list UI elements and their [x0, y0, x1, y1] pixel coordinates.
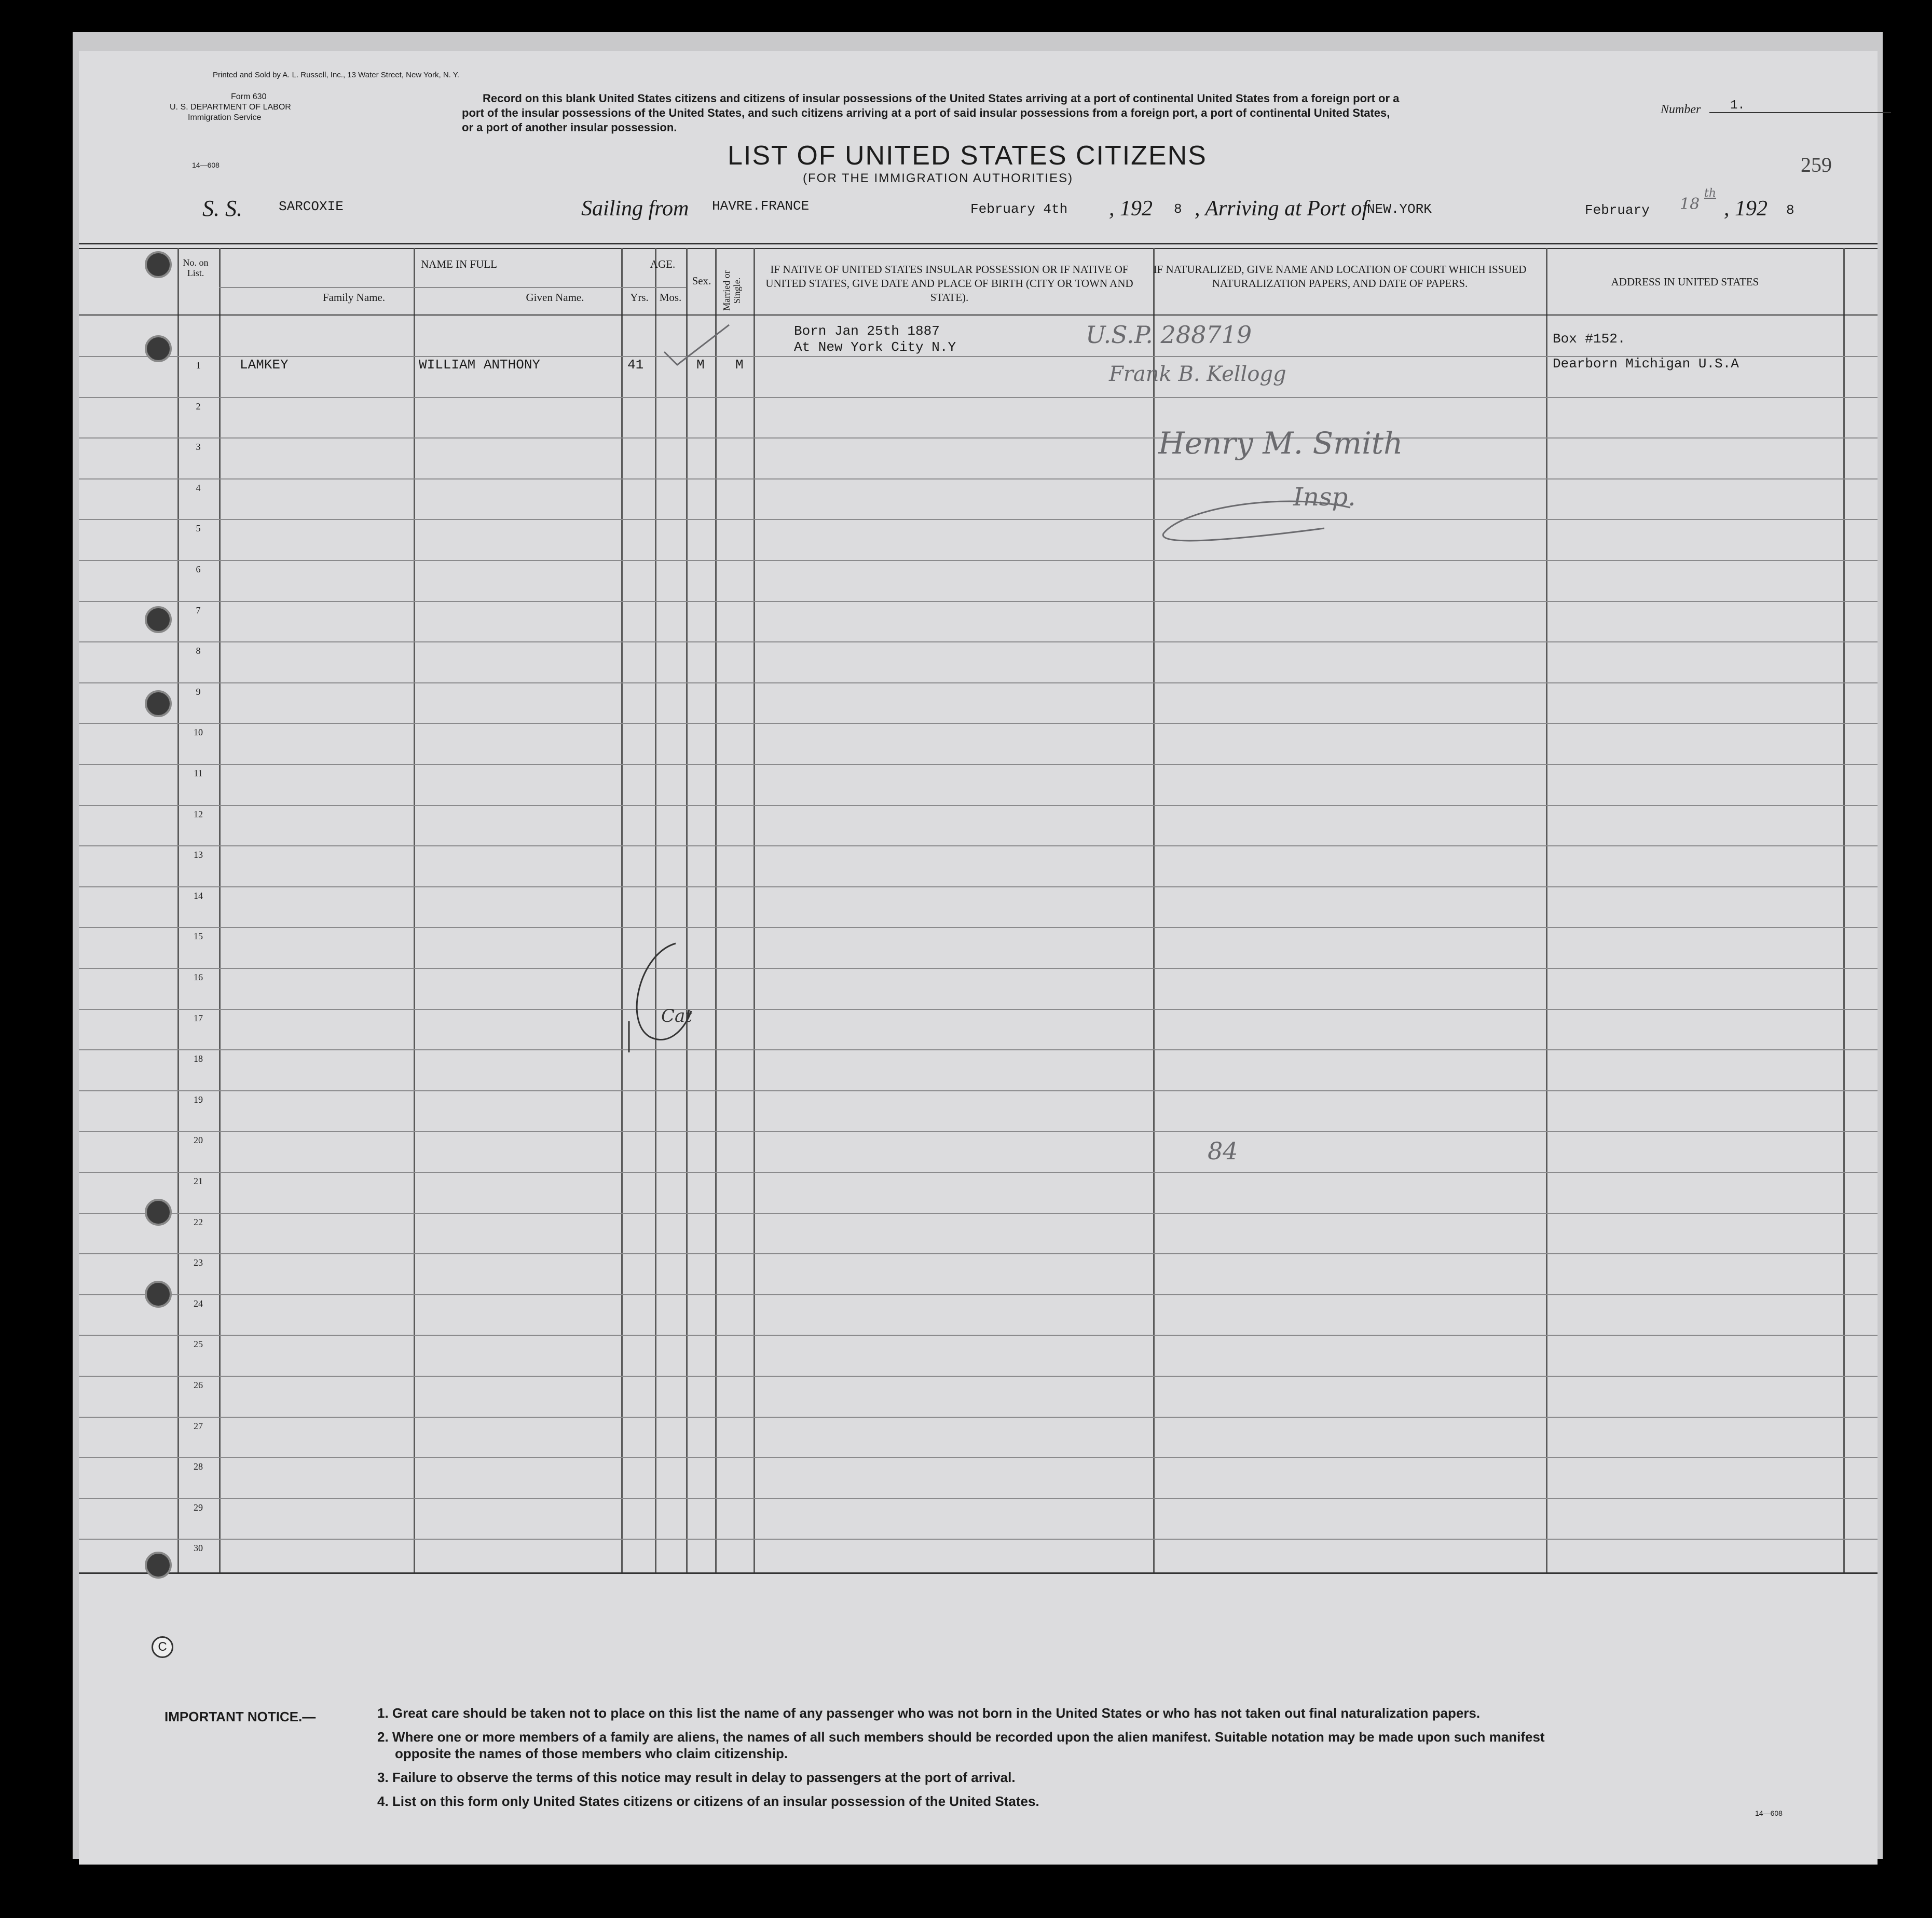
column-divider: [414, 248, 415, 1572]
column-divider: [177, 248, 179, 1572]
row-number: 19: [194, 1094, 203, 1105]
header-naturalized: IF NATURALIZED, GIVE NAME AND LOCATION OF COURT WHICH ISSUED NATURALIZATION PAPERS, AND DATE OF PAPERS.: [1153, 263, 1527, 290]
notice-items: [377, 1701, 1545, 1813]
header-married: Married or Single.: [721, 270, 742, 311]
form-number: Form 630: [231, 92, 267, 101]
inspector-initials: Cat: [661, 1006, 692, 1026]
row-rule: [79, 723, 1878, 724]
row-number: 17: [194, 1012, 203, 1023]
arrival-day-suffix: th: [1704, 187, 1717, 200]
row-rule: [79, 437, 1878, 439]
row-rule: [79, 478, 1878, 480]
arriving-label: , Arriving at Port of: [1195, 197, 1368, 221]
entry-given-name: WILLIAM ANTHONY: [419, 357, 541, 373]
notice-item-4: 4. List on this form only United States citizens or citizens of an insular possession of the United States.: [377, 1793, 1039, 1809]
column-divider: [1153, 248, 1155, 1572]
table-top-rule-2: [79, 248, 1878, 249]
header-bottom-rule: [79, 314, 1878, 316]
header-subdivider: [219, 287, 686, 288]
form-service: Immigration Service: [188, 113, 262, 122]
row-number: 9: [196, 686, 201, 697]
arrival-year-digit: 8: [1786, 202, 1794, 218]
instruction-line-2: port of the insular possessions of the United States, and such citizens arriving at a port of said insular possessions from a foreign port, a port of continental United States,: [462, 106, 1390, 119]
row-number: 21: [194, 1176, 203, 1186]
row-rule: [79, 1417, 1878, 1418]
header-yrs: Yrs.: [630, 291, 649, 304]
notice-item-2: 2. Where one or more members of a family are aliens, the names of all such members should be recorded upon the alien manifest. Suitable notation may be made upon such manifest: [377, 1729, 1545, 1745]
row-number: 1: [196, 360, 201, 371]
footer-form-code: 14—608: [1755, 1809, 1783, 1817]
header-age: AGE.: [650, 258, 676, 270]
arrival-port: NEW.YORK: [1367, 201, 1432, 217]
row-number: 7: [196, 605, 201, 615]
row-number: 5: [196, 523, 201, 534]
row-number: 8: [196, 646, 201, 656]
column-divider: [1843, 248, 1845, 1572]
row-rule: [79, 1335, 1878, 1336]
row-number: 30: [194, 1543, 203, 1554]
row-rule: [79, 886, 1878, 887]
sailing-from: HAVRE.FRANCE: [712, 198, 810, 214]
row-rule: [79, 1294, 1878, 1295]
row-number: 13: [194, 850, 203, 860]
row-rule: [79, 1172, 1878, 1173]
header-mos: Mos.: [659, 291, 682, 304]
column-divider: [655, 248, 656, 1572]
punch-hole: [145, 1552, 172, 1579]
column-divider: [1546, 248, 1547, 1572]
manifest-page: [79, 51, 1878, 1865]
row-rule: [79, 968, 1878, 969]
row-rule: [79, 641, 1878, 642]
row-rule: [79, 601, 1878, 602]
page-subtitle: (FOR THE IMMIGRATION AUTHORITIES): [803, 171, 1074, 185]
signature-flourish: [1153, 487, 1371, 549]
header-address: ADDRESS IN UNITED STATES: [1611, 276, 1759, 288]
row-number: 26: [194, 1380, 203, 1390]
form-code: 14—608: [192, 161, 220, 169]
notice-item-3: 3. Failure to observe the terms of this notice may result in delay to passengers at the port of arrival.: [377, 1770, 1016, 1785]
header-sex: Sex.: [692, 275, 711, 287]
row-number: 28: [194, 1461, 203, 1472]
row-rule: [79, 805, 1878, 806]
row-number: 25: [194, 1339, 203, 1350]
row-rule: [79, 1376, 1878, 1377]
notice-item-1: 1. Great care should be taken not to place on this list the name of any passenger who was not born in the United States or who has not taken out final naturalization papers.: [377, 1705, 1481, 1721]
header-family-name: Family Name.: [322, 291, 386, 304]
row-number: 18: [194, 1053, 203, 1064]
header-name-in-full: NAME IN FULL: [421, 258, 497, 270]
entry-address-line-1: Box #152.: [1553, 331, 1626, 347]
row-number: 20: [194, 1135, 203, 1146]
row-rule: [79, 519, 1878, 520]
row-rule: [79, 1131, 1878, 1132]
table-bottom-rule: [79, 1572, 1878, 1574]
page-number: 259: [1801, 153, 1832, 176]
entry-birth-line-1: Born Jan 25th 1887: [794, 323, 940, 339]
column-divider: [686, 248, 688, 1572]
row-rule: [79, 682, 1878, 683]
instruction-line-3: or a port of another insular possession.: [462, 121, 677, 134]
punch-hole: [145, 690, 172, 717]
arrival-year-prefix: , 192: [1724, 197, 1767, 221]
row-number: 27: [194, 1420, 203, 1431]
row-number: 22: [194, 1216, 203, 1227]
row-number: 6: [196, 564, 201, 574]
entry-sex: M: [696, 357, 705, 373]
row-rule: [79, 1498, 1878, 1499]
column-divider: [753, 248, 755, 1572]
ss-label: S. S.: [202, 196, 242, 221]
number-label: Number: [1661, 103, 1701, 116]
arrival-day: 18: [1680, 195, 1700, 213]
row-rule: [79, 927, 1878, 928]
row-rule: [79, 1049, 1878, 1050]
notice-label: IMPORTANT NOTICE.—: [165, 1709, 316, 1724]
notice-item-2-cont: opposite the names of those members who claim citizenship.: [395, 1746, 788, 1761]
table-top-rule: [79, 243, 1878, 244]
signature-inspector: Henry M. Smith: [1158, 426, 1403, 461]
check-mark-icon: [659, 321, 732, 373]
inspector-title: Insp.: [1293, 483, 1356, 512]
sailing-date: February 4th: [970, 201, 1068, 217]
column-divider: [621, 248, 623, 1572]
row-rule: [79, 845, 1878, 846]
row-rule: [79, 1253, 1878, 1254]
punch-hole: [145, 251, 172, 278]
row-rule: [79, 560, 1878, 561]
header-native: IF NATIVE OF UNITED STATES INSULAR POSSESSION OR IF NATIVE OF UNITED STATES, GIVE DATE AND PLACE OF BIRTH (CITY OR TOWN AND STATE).: [765, 263, 1133, 304]
circle-c-mark: C: [152, 1636, 173, 1658]
row-rule: [79, 1009, 1878, 1010]
passport-number: U.S.P. 288719: [1086, 321, 1252, 349]
column-divider: [219, 248, 221, 1572]
signature-kellogg: Frank B. Kellogg: [1109, 362, 1286, 386]
punch-hole: [145, 1281, 172, 1308]
entry-address-line-2: Dearborn Michigan U.S.A: [1553, 356, 1739, 372]
row-number: 10: [194, 727, 203, 738]
row-rule: [79, 397, 1878, 398]
sailing-label: Sailing from: [581, 197, 689, 221]
header-no-on-list: No. on List.: [183, 257, 209, 278]
row-number: 14: [194, 890, 203, 901]
row-number: 3: [196, 442, 201, 453]
column-divider: [715, 248, 717, 1572]
header-given-name: Given Name.: [526, 291, 584, 304]
row-rule: [79, 1457, 1878, 1458]
instruction-line-1: Record on this blank United States citizens and citizens of insular possessions of the United States arriving at a port of continental United States from a foreign port or a: [483, 92, 1400, 105]
ship-name: SARCOXIE: [279, 199, 344, 214]
row-number: 11: [194, 768, 203, 778]
row-number: 16: [194, 972, 203, 982]
row-rule: [79, 1090, 1878, 1091]
number-value: 1.: [1730, 99, 1745, 113]
entry-birth-line-2: At New York City N.Y: [794, 339, 956, 355]
punch-hole: [145, 606, 172, 633]
instruction-text: [462, 91, 1399, 135]
sailing-year-prefix: , 192: [1109, 197, 1153, 221]
entry-age-years: 41: [627, 357, 644, 373]
page-title: LIST OF UNITED STATES CITIZENS: [728, 141, 1207, 171]
sailing-year-digit: 8: [1174, 201, 1182, 217]
punch-hole: [145, 335, 172, 362]
printer-line: Printed and Sold by A. L. Russell, Inc., 13 Water Street, New York, N. Y.: [213, 71, 459, 79]
entry-family-name: LAMKEY: [240, 357, 289, 373]
row-rule: [79, 1539, 1878, 1540]
initials-circle: [619, 933, 702, 1063]
row-number: 24: [194, 1298, 203, 1309]
row-number: 29: [194, 1502, 203, 1513]
row-rule: [79, 764, 1878, 765]
row-number: 23: [194, 1257, 203, 1268]
row-number: 15: [194, 931, 203, 942]
row-rule: [79, 1213, 1878, 1214]
punch-hole: [145, 1199, 172, 1226]
row-number: 12: [194, 809, 203, 819]
arrival-month: February: [1585, 202, 1650, 218]
entry-marital-status: M: [735, 357, 744, 373]
row-number: 2: [196, 401, 201, 412]
row-number: 4: [196, 482, 201, 493]
margin-number: 84: [1208, 1137, 1238, 1165]
form-department: U. S. DEPARTMENT OF LABOR: [170, 103, 291, 112]
